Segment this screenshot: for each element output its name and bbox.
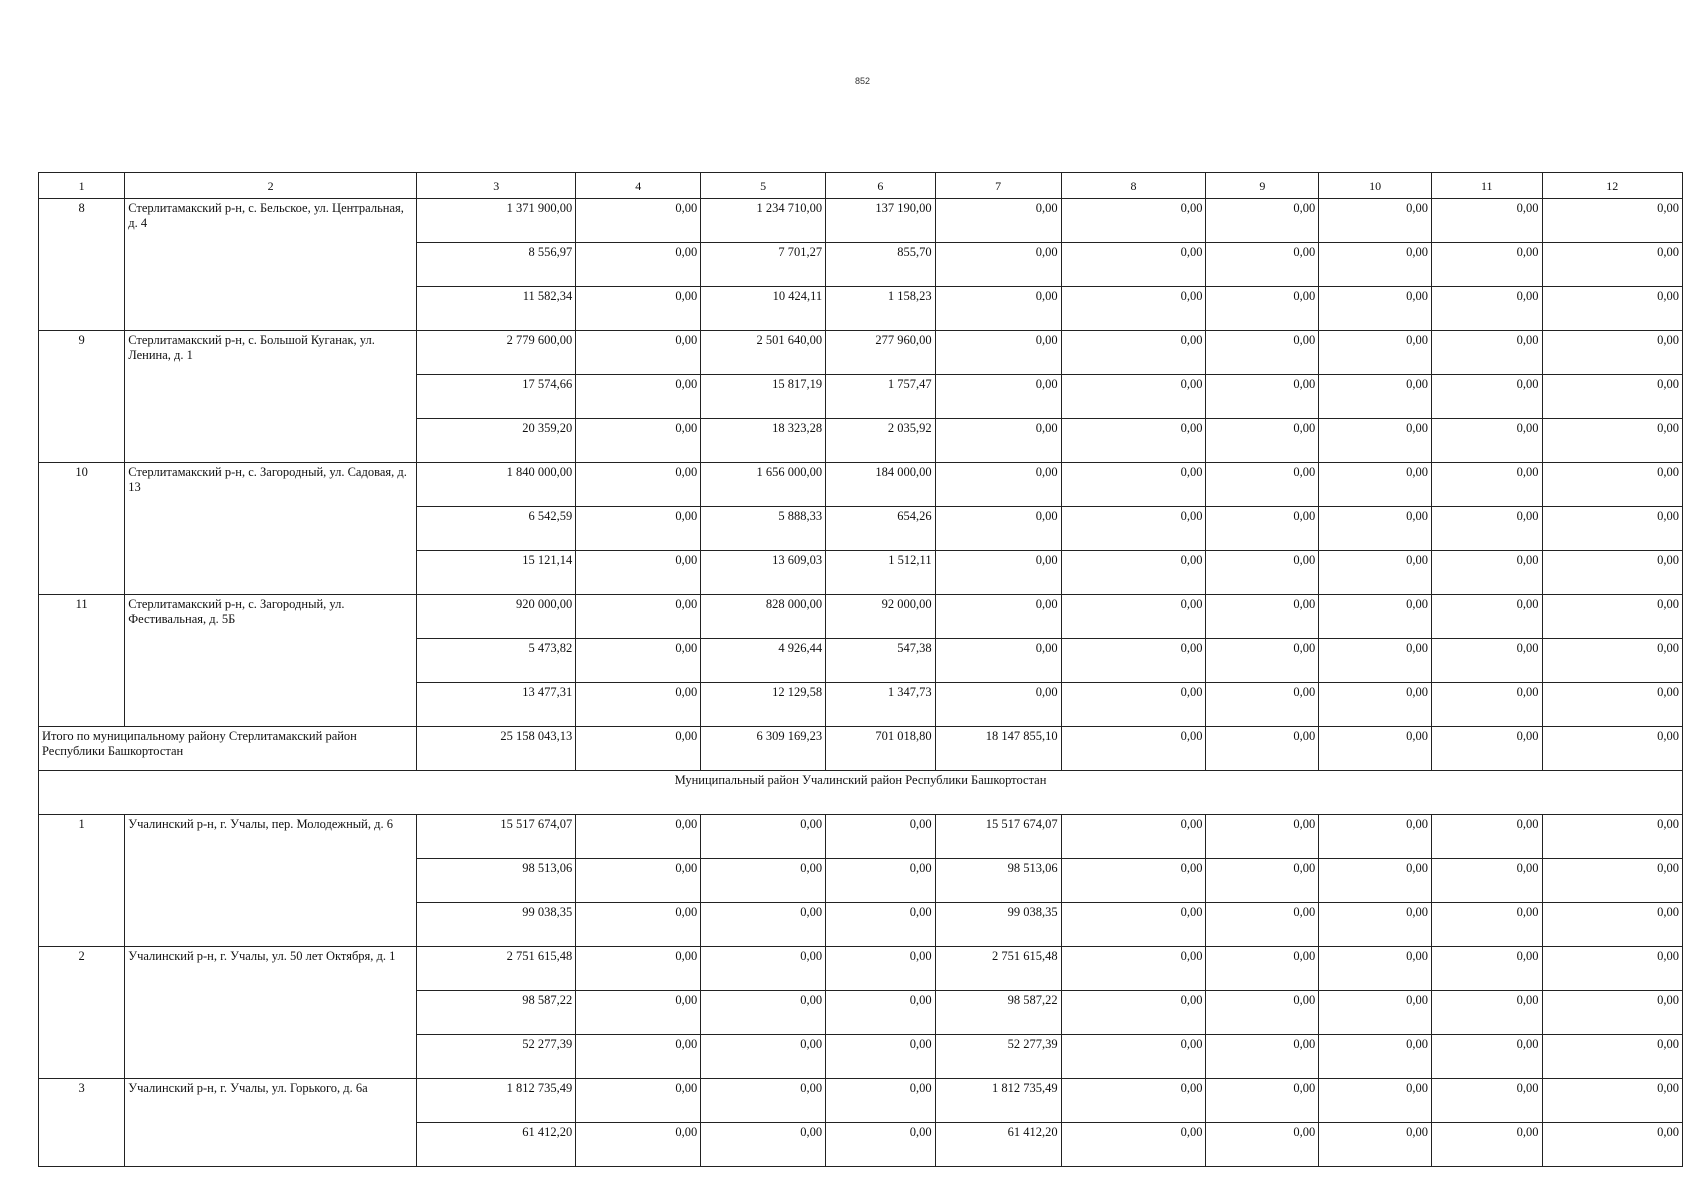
value-cell: 0,00 xyxy=(1542,507,1682,551)
value-cell: 15 817,19 xyxy=(701,375,826,419)
value-cell: 0,00 xyxy=(1542,199,1682,243)
value-cell: 0,00 xyxy=(1206,639,1319,683)
total-value-cell: 0,00 xyxy=(1206,727,1319,771)
address-cell: Стерлитамакский р-н, с. Бельское, ул. Центральная, д. 4 xyxy=(125,199,417,331)
value-cell: 0,00 xyxy=(1431,1123,1542,1167)
column-number-cell: 12 xyxy=(1542,173,1682,199)
value-cell: 0,00 xyxy=(935,375,1061,419)
total-value-cell: 25 158 043,13 xyxy=(417,727,576,771)
value-cell: 12 129,58 xyxy=(701,683,826,727)
column-number-cell: 4 xyxy=(576,173,701,199)
value-cell: 0,00 xyxy=(576,815,701,859)
value-cell: 0,00 xyxy=(1206,947,1319,991)
value-cell: 98 587,22 xyxy=(417,991,576,1035)
value-cell: 0,00 xyxy=(1206,507,1319,551)
total-value-cell: 701 018,80 xyxy=(826,727,935,771)
value-cell: 0,00 xyxy=(826,903,935,947)
value-cell: 0,00 xyxy=(1431,903,1542,947)
value-cell: 0,00 xyxy=(576,595,701,639)
value-cell: 0,00 xyxy=(1206,375,1319,419)
value-cell: 0,00 xyxy=(826,815,935,859)
value-cell: 547,38 xyxy=(826,639,935,683)
value-cell: 0,00 xyxy=(1319,1035,1432,1079)
value-cell: 0,00 xyxy=(576,1079,701,1123)
row-number: 3 xyxy=(39,1079,125,1167)
section-row xyxy=(39,771,1683,815)
value-cell: 0,00 xyxy=(826,859,935,903)
value-cell: 98 513,06 xyxy=(935,859,1061,903)
value-cell: 0,00 xyxy=(1431,551,1542,595)
value-cell: 0,00 xyxy=(935,331,1061,375)
value-cell: 0,00 xyxy=(1431,463,1542,507)
value-cell: 0,00 xyxy=(935,199,1061,243)
value-cell: 0,00 xyxy=(576,551,701,595)
value-cell: 855,70 xyxy=(826,243,935,287)
column-number-cell: 3 xyxy=(417,173,576,199)
value-cell: 2 751 615,48 xyxy=(417,947,576,991)
value-cell: 0,00 xyxy=(1431,199,1542,243)
value-cell: 0,00 xyxy=(1206,243,1319,287)
value-cell: 0,00 xyxy=(1061,463,1206,507)
value-cell: 0,00 xyxy=(1319,507,1432,551)
table-row xyxy=(39,595,1683,639)
value-cell: 0,00 xyxy=(1061,287,1206,331)
value-cell: 0,00 xyxy=(826,947,935,991)
value-cell: 15 517 674,07 xyxy=(935,815,1061,859)
value-cell: 92 000,00 xyxy=(826,595,935,639)
value-cell: 0,00 xyxy=(1542,595,1682,639)
value-cell: 0,00 xyxy=(1206,331,1319,375)
value-cell: 0,00 xyxy=(1319,903,1432,947)
value-cell: 0,00 xyxy=(701,1079,826,1123)
value-cell: 0,00 xyxy=(1319,331,1432,375)
value-cell: 137 190,00 xyxy=(826,199,935,243)
value-cell: 4 926,44 xyxy=(701,639,826,683)
value-cell: 0,00 xyxy=(576,419,701,463)
value-cell: 0,00 xyxy=(1319,463,1432,507)
value-cell: 0,00 xyxy=(1319,199,1432,243)
total-label: Итого по муниципальному району Стерлитамакский район Республики Башкортостан xyxy=(39,727,417,771)
value-cell: 1 840 000,00 xyxy=(417,463,576,507)
value-cell: 0,00 xyxy=(576,639,701,683)
value-cell: 0,00 xyxy=(1431,507,1542,551)
value-cell: 2 779 600,00 xyxy=(417,331,576,375)
table-row xyxy=(39,947,1683,991)
total-value-cell: 0,00 xyxy=(1431,727,1542,771)
total-value-cell: 0,00 xyxy=(576,727,701,771)
value-cell: 0,00 xyxy=(935,595,1061,639)
column-number-cell: 7 xyxy=(935,173,1061,199)
value-cell: 0,00 xyxy=(1319,859,1432,903)
value-cell: 5 888,33 xyxy=(701,507,826,551)
value-cell: 0,00 xyxy=(1319,991,1432,1035)
value-cell: 18 323,28 xyxy=(701,419,826,463)
value-cell: 0,00 xyxy=(1206,859,1319,903)
row-number: 10 xyxy=(39,463,125,595)
value-cell: 0,00 xyxy=(826,1079,935,1123)
value-cell: 184 000,00 xyxy=(826,463,935,507)
value-cell: 13 609,03 xyxy=(701,551,826,595)
total-value-cell: 0,00 xyxy=(1061,727,1206,771)
value-cell: 0,00 xyxy=(1319,1123,1432,1167)
table-row xyxy=(39,463,1683,507)
value-cell: 0,00 xyxy=(1061,507,1206,551)
value-cell: 0,00 xyxy=(1206,419,1319,463)
value-cell: 0,00 xyxy=(701,903,826,947)
column-number-cell: 8 xyxy=(1061,173,1206,199)
value-cell: 20 359,20 xyxy=(417,419,576,463)
value-cell: 0,00 xyxy=(1542,639,1682,683)
value-cell: 7 701,27 xyxy=(701,243,826,287)
value-cell: 15 121,14 xyxy=(417,551,576,595)
value-cell: 61 412,20 xyxy=(417,1123,576,1167)
value-cell: 0,00 xyxy=(1542,375,1682,419)
value-cell: 0,00 xyxy=(826,1035,935,1079)
value-cell: 1 656 000,00 xyxy=(701,463,826,507)
value-cell: 98 587,22 xyxy=(935,991,1061,1035)
value-cell: 0,00 xyxy=(1061,419,1206,463)
value-cell: 0,00 xyxy=(1061,595,1206,639)
address-cell: Стерлитамакский р-н, с. Загородный, ул. Фестивальная, д. 5Б xyxy=(125,595,417,727)
value-cell: 0,00 xyxy=(576,683,701,727)
value-cell: 61 412,20 xyxy=(935,1123,1061,1167)
value-cell: 0,00 xyxy=(1061,375,1206,419)
value-cell: 0,00 xyxy=(576,991,701,1035)
value-cell: 0,00 xyxy=(1319,639,1432,683)
total-value-cell: 0,00 xyxy=(1319,727,1432,771)
value-cell: 0,00 xyxy=(1431,419,1542,463)
value-cell: 0,00 xyxy=(576,1123,701,1167)
row-number: 2 xyxy=(39,947,125,1079)
value-cell: 0,00 xyxy=(701,859,826,903)
value-cell: 0,00 xyxy=(1431,859,1542,903)
value-cell: 0,00 xyxy=(576,507,701,551)
value-cell: 0,00 xyxy=(1061,243,1206,287)
value-cell: 11 582,34 xyxy=(417,287,576,331)
value-cell: 0,00 xyxy=(935,243,1061,287)
column-number-row xyxy=(39,173,1683,199)
value-cell: 0,00 xyxy=(576,287,701,331)
value-cell: 0,00 xyxy=(1542,991,1682,1035)
row-number: 1 xyxy=(39,815,125,947)
value-cell: 0,00 xyxy=(1542,463,1682,507)
table-row xyxy=(39,331,1683,375)
value-cell: 0,00 xyxy=(1542,1035,1682,1079)
address-cell: Стерлитамакский р-н, с. Загородный, ул. Садовая, д. 13 xyxy=(125,463,417,595)
column-number-cell: 1 xyxy=(39,173,125,199)
value-cell: 0,00 xyxy=(1431,947,1542,991)
value-cell: 0,00 xyxy=(1206,903,1319,947)
value-cell: 828 000,00 xyxy=(701,595,826,639)
value-cell: 0,00 xyxy=(1542,1123,1682,1167)
value-cell: 52 277,39 xyxy=(935,1035,1061,1079)
value-cell: 0,00 xyxy=(1206,551,1319,595)
table-row xyxy=(39,815,1683,859)
value-cell: 920 000,00 xyxy=(417,595,576,639)
value-cell: 0,00 xyxy=(1542,1079,1682,1123)
value-cell: 0,00 xyxy=(1319,815,1432,859)
value-cell: 0,00 xyxy=(1319,551,1432,595)
value-cell: 0,00 xyxy=(1206,683,1319,727)
value-cell: 8 556,97 xyxy=(417,243,576,287)
value-cell: 10 424,11 xyxy=(701,287,826,331)
value-cell: 0,00 xyxy=(1206,199,1319,243)
value-cell: 0,00 xyxy=(935,463,1061,507)
value-cell: 0,00 xyxy=(1542,419,1682,463)
value-cell: 0,00 xyxy=(1061,947,1206,991)
value-cell: 0,00 xyxy=(1061,1035,1206,1079)
value-cell: 0,00 xyxy=(1319,287,1432,331)
row-number: 9 xyxy=(39,331,125,463)
value-cell: 0,00 xyxy=(1319,243,1432,287)
value-cell: 0,00 xyxy=(576,463,701,507)
value-cell: 0,00 xyxy=(1431,243,1542,287)
value-cell: 0,00 xyxy=(935,287,1061,331)
value-cell: 2 751 615,48 xyxy=(935,947,1061,991)
value-cell: 0,00 xyxy=(1542,903,1682,947)
value-cell: 0,00 xyxy=(1206,815,1319,859)
value-cell: 1 812 735,49 xyxy=(417,1079,576,1123)
column-number-cell: 5 xyxy=(701,173,826,199)
value-cell: 0,00 xyxy=(935,639,1061,683)
total-row xyxy=(39,727,1683,771)
value-cell: 0,00 xyxy=(935,551,1061,595)
value-cell: 0,00 xyxy=(1061,815,1206,859)
value-cell: 0,00 xyxy=(1319,375,1432,419)
value-cell: 0,00 xyxy=(1431,375,1542,419)
value-cell: 0,00 xyxy=(701,1035,826,1079)
value-cell: 0,00 xyxy=(1319,947,1432,991)
value-cell: 15 517 674,07 xyxy=(417,815,576,859)
value-cell: 0,00 xyxy=(1431,287,1542,331)
value-cell: 0,00 xyxy=(1206,1079,1319,1123)
value-cell: 0,00 xyxy=(1061,991,1206,1035)
value-cell: 0,00 xyxy=(1542,859,1682,903)
value-cell: 0,00 xyxy=(1431,815,1542,859)
section-title: Муниципальный район Учалинский район Республики Башкортостан xyxy=(39,771,1683,815)
value-cell: 0,00 xyxy=(1061,639,1206,683)
value-cell: 5 473,82 xyxy=(417,639,576,683)
value-cell: 0,00 xyxy=(1431,991,1542,1035)
data-table xyxy=(38,172,1683,1167)
value-cell: 1 812 735,49 xyxy=(935,1079,1061,1123)
value-cell: 0,00 xyxy=(1061,199,1206,243)
value-cell: 0,00 xyxy=(1206,595,1319,639)
table-row xyxy=(39,1079,1683,1123)
value-cell: 0,00 xyxy=(1061,1123,1206,1167)
column-number-cell: 11 xyxy=(1431,173,1542,199)
address-cell: Учалинский р-н, г. Учалы, ул. 50 лет Октября, д. 1 xyxy=(125,947,417,1079)
value-cell: 0,00 xyxy=(826,1123,935,1167)
value-cell: 0,00 xyxy=(701,1123,826,1167)
value-cell: 0,00 xyxy=(1319,595,1432,639)
value-cell: 0,00 xyxy=(1206,287,1319,331)
value-cell: 0,00 xyxy=(1431,331,1542,375)
value-cell: 0,00 xyxy=(1061,551,1206,595)
value-cell: 0,00 xyxy=(1431,683,1542,727)
value-cell: 0,00 xyxy=(935,683,1061,727)
value-cell: 0,00 xyxy=(701,815,826,859)
value-cell: 13 477,31 xyxy=(417,683,576,727)
value-cell: 1 757,47 xyxy=(826,375,935,419)
value-cell: 0,00 xyxy=(701,991,826,1035)
value-cell: 52 277,39 xyxy=(417,1035,576,1079)
column-number-cell: 10 xyxy=(1319,173,1432,199)
value-cell: 0,00 xyxy=(1206,1035,1319,1079)
value-cell: 1 512,11 xyxy=(826,551,935,595)
value-cell: 0,00 xyxy=(576,331,701,375)
value-cell: 0,00 xyxy=(1542,815,1682,859)
address-cell: Учалинский р-н, г. Учалы, ул. Горького, д. 6а xyxy=(125,1079,417,1167)
value-cell: 0,00 xyxy=(826,991,935,1035)
value-cell: 0,00 xyxy=(1542,331,1682,375)
value-cell: 1 234 710,00 xyxy=(701,199,826,243)
row-number: 11 xyxy=(39,595,125,727)
value-cell: 0,00 xyxy=(1206,991,1319,1035)
address-cell: Стерлитамакский р-н, с. Большой Куганак, ул. Ленина, д. 1 xyxy=(125,331,417,463)
total-value-cell: 18 147 855,10 xyxy=(935,727,1061,771)
column-number-cell: 6 xyxy=(826,173,935,199)
value-cell: 1 158,23 xyxy=(826,287,935,331)
value-cell: 98 513,06 xyxy=(417,859,576,903)
value-cell: 0,00 xyxy=(1542,683,1682,727)
value-cell: 0,00 xyxy=(576,375,701,419)
value-cell: 2 501 640,00 xyxy=(701,331,826,375)
value-cell: 0,00 xyxy=(576,199,701,243)
value-cell: 6 542,59 xyxy=(417,507,576,551)
value-cell: 0,00 xyxy=(1319,683,1432,727)
value-cell: 0,00 xyxy=(1061,903,1206,947)
value-cell: 0,00 xyxy=(935,419,1061,463)
row-number: 8 xyxy=(39,199,125,331)
value-cell: 277 960,00 xyxy=(826,331,935,375)
value-cell: 0,00 xyxy=(1431,639,1542,683)
value-cell: 0,00 xyxy=(1542,551,1682,595)
value-cell: 0,00 xyxy=(1206,463,1319,507)
value-cell: 0,00 xyxy=(1319,419,1432,463)
column-number-cell: 9 xyxy=(1206,173,1319,199)
value-cell: 0,00 xyxy=(1431,1079,1542,1123)
value-cell: 0,00 xyxy=(1542,287,1682,331)
value-cell: 0,00 xyxy=(701,947,826,991)
value-cell: 2 035,92 xyxy=(826,419,935,463)
value-cell: 0,00 xyxy=(935,507,1061,551)
address-cell: Учалинский р-н, г. Учалы, пер. Молодежный, д. 6 xyxy=(125,815,417,947)
value-cell: 654,26 xyxy=(826,507,935,551)
value-cell: 0,00 xyxy=(1061,683,1206,727)
value-cell: 0,00 xyxy=(576,903,701,947)
value-cell: 0,00 xyxy=(1206,1123,1319,1167)
value-cell: 0,00 xyxy=(1061,331,1206,375)
value-cell: 0,00 xyxy=(576,947,701,991)
value-cell: 0,00 xyxy=(1431,1035,1542,1079)
total-value-cell: 6 309 169,23 xyxy=(701,727,826,771)
value-cell: 0,00 xyxy=(576,859,701,903)
value-cell: 0,00 xyxy=(1431,595,1542,639)
value-cell: 99 038,35 xyxy=(935,903,1061,947)
value-cell: 0,00 xyxy=(576,1035,701,1079)
value-cell: 99 038,35 xyxy=(417,903,576,947)
value-cell: 0,00 xyxy=(1542,243,1682,287)
value-cell: 0,00 xyxy=(1061,859,1206,903)
value-cell: 1 347,73 xyxy=(826,683,935,727)
column-number-cell: 2 xyxy=(125,173,417,199)
value-cell: 1 371 900,00 xyxy=(417,199,576,243)
page-number: 852 xyxy=(854,76,871,86)
value-cell: 0,00 xyxy=(1319,1079,1432,1123)
table-row xyxy=(39,199,1683,243)
table-body xyxy=(39,173,1683,1167)
value-cell: 0,00 xyxy=(1061,1079,1206,1123)
value-cell: 0,00 xyxy=(576,243,701,287)
value-cell: 0,00 xyxy=(1542,947,1682,991)
total-value-cell: 0,00 xyxy=(1542,727,1682,771)
value-cell: 17 574,66 xyxy=(417,375,576,419)
